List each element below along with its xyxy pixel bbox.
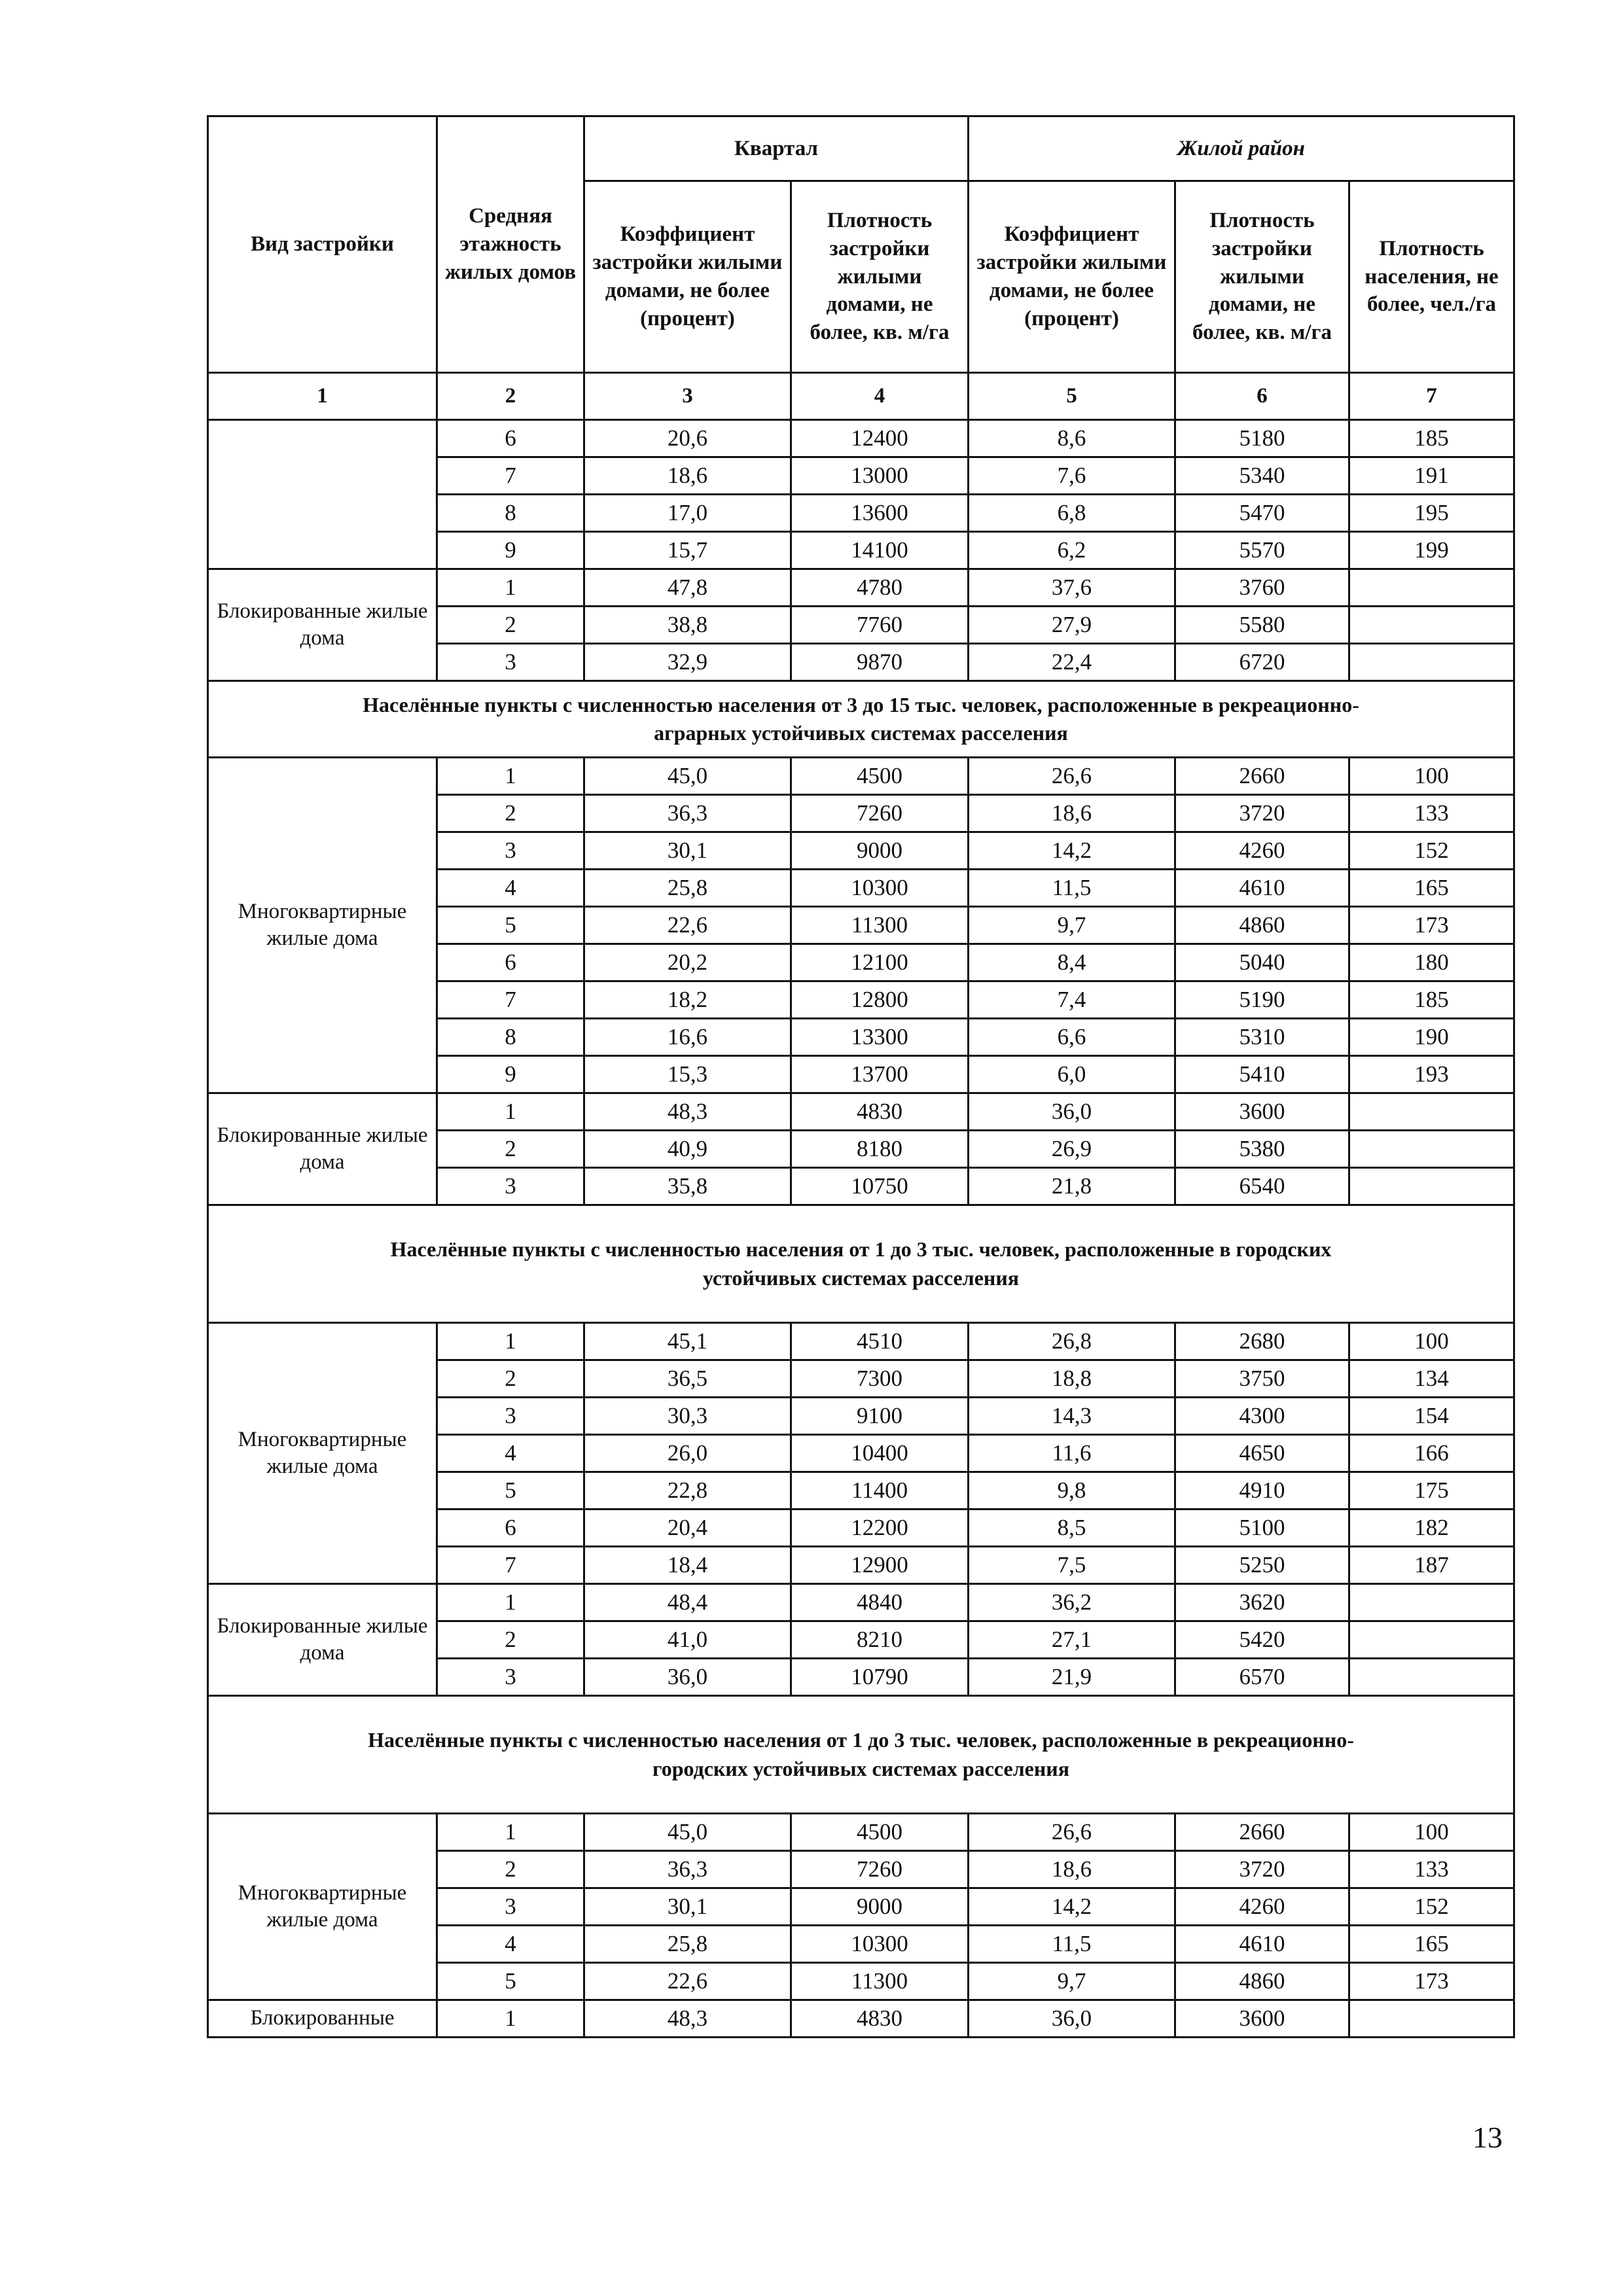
quarter-coefficient-cell: 36,5 — [584, 1360, 791, 1398]
building-type-cell: Блокированные жилые дома — [208, 1584, 437, 1696]
district-density-cell: 3620 — [1175, 1584, 1349, 1621]
quarter-density-cell: 12100 — [791, 944, 969, 981]
floors-cell: 8 — [437, 495, 584, 532]
population-density-cell: 195 — [1349, 495, 1514, 532]
district-density-cell: 5420 — [1175, 1621, 1349, 1659]
quarter-density-cell: 11400 — [791, 1472, 969, 1510]
district-density-cell: 5100 — [1175, 1510, 1349, 1547]
district-density-cell: 6720 — [1175, 644, 1349, 681]
quarter-coefficient-cell: 18,2 — [584, 981, 791, 1019]
quarter-coefficient-cell: 30,1 — [584, 1888, 791, 1926]
floors-cell: 5 — [437, 1963, 584, 2000]
page-number: 13 — [1472, 2121, 1503, 2154]
district-density-cell: 4610 — [1175, 870, 1349, 907]
floors-cell: 1 — [437, 1814, 584, 1851]
floors-cell: 5 — [437, 907, 584, 944]
district-density-cell: 5250 — [1175, 1547, 1349, 1584]
district-coefficient-cell: 22,4 — [969, 644, 1175, 681]
quarter-density-cell: 9100 — [791, 1398, 969, 1435]
table-row — [208, 1584, 1514, 1621]
quarter-coefficient-cell: 22,6 — [584, 907, 791, 944]
district-density-cell: 3720 — [1175, 1851, 1349, 1888]
building-type-cell: Блокированные — [208, 2000, 437, 2038]
district-coefficient-cell: 6,8 — [969, 495, 1175, 532]
floors-cell: 9 — [437, 532, 584, 569]
population-density-cell: 173 — [1349, 907, 1514, 944]
quarter-density-cell: 13300 — [791, 1019, 969, 1056]
column-number: 6 — [1175, 373, 1349, 420]
section-title-row — [208, 1205, 1514, 1323]
column-number: 2 — [437, 373, 584, 420]
quarter-density-cell: 12800 — [791, 981, 969, 1019]
district-coefficient-cell: 14,2 — [969, 1888, 1175, 1926]
floors-cell: 7 — [437, 981, 584, 1019]
quarter-density-cell: 13000 — [791, 457, 969, 495]
quarter-coefficient-cell: 48,3 — [584, 1093, 791, 1131]
building-type-cell: Многоквартирные жилые дома — [208, 1814, 437, 2000]
quarter-coefficient-cell: 30,3 — [584, 1398, 791, 1435]
section-title: Населённые пункты с численностью населения от 1 до 3 тыс. человек, расположенные в рекреационно-городских устойчивых системах расселения — [208, 1696, 1514, 1814]
district-coefficient-cell: 7,6 — [969, 457, 1175, 495]
population-density-cell: 152 — [1349, 1888, 1514, 1926]
header-district-density: Плотность застройки жилыми домами, не более, кв. м/га — [1175, 181, 1349, 373]
district-coefficient-cell: 6,6 — [969, 1019, 1175, 1056]
district-coefficient-cell: 18,8 — [969, 1360, 1175, 1398]
district-coefficient-cell: 9,8 — [969, 1472, 1175, 1510]
population-density-cell — [1349, 569, 1514, 607]
floors-cell: 3 — [437, 832, 584, 870]
quarter-coefficient-cell: 15,7 — [584, 532, 791, 569]
district-coefficient-cell: 21,9 — [969, 1659, 1175, 1696]
table-row — [208, 1814, 1514, 1851]
quarter-density-cell: 4500 — [791, 1814, 969, 1851]
district-density-cell: 4860 — [1175, 907, 1349, 944]
floors-cell: 7 — [437, 457, 584, 495]
district-density-cell: 5570 — [1175, 532, 1349, 569]
quarter-coefficient-cell: 48,3 — [584, 2000, 791, 2038]
district-density-cell: 3720 — [1175, 795, 1349, 832]
population-density-cell: 133 — [1349, 795, 1514, 832]
section-title: Населённые пункты с численностью населения от 1 до 3 тыс. человек, расположенные в городских устойчивых системах расселения — [208, 1205, 1514, 1323]
floors-cell: 3 — [437, 1659, 584, 1696]
quarter-density-cell: 7260 — [791, 1851, 969, 1888]
header-district-coefficient: Коэффициент застройки жилыми домами, не более (процент) — [969, 181, 1175, 373]
quarter-density-cell: 4500 — [791, 758, 969, 795]
district-coefficient-cell: 6,0 — [969, 1056, 1175, 1093]
district-density-cell: 5310 — [1175, 1019, 1349, 1056]
floors-cell: 1 — [437, 1584, 584, 1621]
population-density-cell: 100 — [1349, 1323, 1514, 1360]
district-coefficient-cell: 7,5 — [969, 1547, 1175, 1584]
quarter-density-cell: 8180 — [791, 1131, 969, 1168]
district-coefficient-cell: 8,5 — [969, 1510, 1175, 1547]
district-density-cell: 5380 — [1175, 1131, 1349, 1168]
floors-cell: 1 — [437, 569, 584, 607]
quarter-coefficient-cell: 17,0 — [584, 495, 791, 532]
population-density-cell: 152 — [1349, 832, 1514, 870]
population-density-cell: 175 — [1349, 1472, 1514, 1510]
quarter-coefficient-cell: 36,0 — [584, 1659, 791, 1696]
population-density-cell: 165 — [1349, 1926, 1514, 1963]
floors-cell: 6 — [437, 420, 584, 457]
district-density-cell: 3600 — [1175, 1093, 1349, 1131]
quarter-coefficient-cell: 15,3 — [584, 1056, 791, 1093]
district-density-cell: 5410 — [1175, 1056, 1349, 1093]
district-density-cell: 4260 — [1175, 832, 1349, 870]
district-density-cell: 5470 — [1175, 495, 1349, 532]
district-density-cell: 2660 — [1175, 758, 1349, 795]
population-density-cell — [1349, 1168, 1514, 1205]
floors-cell: 2 — [437, 1131, 584, 1168]
district-density-cell: 5180 — [1175, 420, 1349, 457]
population-density-cell: 180 — [1349, 944, 1514, 981]
header-quarter-coefficient: Коэффициент застройки жилыми домами, не более (процент) — [584, 181, 791, 373]
quarter-density-cell: 10400 — [791, 1435, 969, 1472]
section-title-row — [208, 1696, 1514, 1814]
quarter-density-cell: 12200 — [791, 1510, 969, 1547]
quarter-coefficient-cell: 45,1 — [584, 1323, 791, 1360]
quarter-density-cell: 4840 — [791, 1584, 969, 1621]
district-density-cell: 3760 — [1175, 569, 1349, 607]
floors-cell: 4 — [437, 870, 584, 907]
population-density-cell: 190 — [1349, 1019, 1514, 1056]
population-density-cell — [1349, 644, 1514, 681]
quarter-coefficient-cell: 22,8 — [584, 1472, 791, 1510]
district-coefficient-cell: 6,2 — [969, 532, 1175, 569]
floors-cell: 3 — [437, 644, 584, 681]
quarter-coefficient-cell: 16,6 — [584, 1019, 791, 1056]
district-density-cell: 4300 — [1175, 1398, 1349, 1435]
table-row — [208, 1093, 1514, 1131]
population-density-cell: 133 — [1349, 1851, 1514, 1888]
building-type-cell: Блокированные жилые дома — [208, 569, 437, 681]
building-density-table — [207, 115, 1515, 2038]
floors-cell: 3 — [437, 1888, 584, 1926]
population-density-cell: 193 — [1349, 1056, 1514, 1093]
column-number: 7 — [1349, 373, 1514, 420]
quarter-coefficient-cell: 48,4 — [584, 1584, 791, 1621]
quarter-density-cell: 13600 — [791, 495, 969, 532]
column-number: 1 — [208, 373, 437, 420]
district-density-cell: 5190 — [1175, 981, 1349, 1019]
quarter-density-cell: 12900 — [791, 1547, 969, 1584]
table-row — [208, 1323, 1514, 1360]
header-quarter-density: Плотность застройки жилыми домами, не более, кв. м/га — [791, 181, 969, 373]
floors-cell: 1 — [437, 758, 584, 795]
header-avg-floors: Средняя этажность жилых домов — [437, 116, 584, 373]
quarter-density-cell: 10790 — [791, 1659, 969, 1696]
quarter-coefficient-cell: 20,2 — [584, 944, 791, 981]
district-coefficient-cell: 21,8 — [969, 1168, 1175, 1205]
column-numbers-row — [208, 373, 1514, 420]
quarter-density-cell: 4510 — [791, 1323, 969, 1360]
district-density-cell: 5580 — [1175, 607, 1349, 644]
district-density-cell: 3750 — [1175, 1360, 1349, 1398]
building-type-cell: Блокированные жилые дома — [208, 1093, 437, 1205]
floors-cell: 7 — [437, 1547, 584, 1584]
district-density-cell: 6540 — [1175, 1168, 1349, 1205]
district-coefficient-cell: 26,6 — [969, 758, 1175, 795]
floors-cell: 2 — [437, 1360, 584, 1398]
quarter-density-cell: 10750 — [791, 1168, 969, 1205]
population-density-cell: 173 — [1349, 1963, 1514, 2000]
quarter-coefficient-cell: 45,0 — [584, 758, 791, 795]
district-coefficient-cell: 26,8 — [969, 1323, 1175, 1360]
quarter-density-cell: 14100 — [791, 532, 969, 569]
district-density-cell: 5340 — [1175, 457, 1349, 495]
district-coefficient-cell: 37,6 — [969, 569, 1175, 607]
quarter-density-cell: 4830 — [791, 2000, 969, 2038]
floors-cell: 2 — [437, 1851, 584, 1888]
quarter-density-cell: 9870 — [791, 644, 969, 681]
population-density-cell: 100 — [1349, 758, 1514, 795]
population-density-cell: 185 — [1349, 981, 1514, 1019]
quarter-coefficient-cell: 47,8 — [584, 569, 791, 607]
population-density-cell: 166 — [1349, 1435, 1514, 1472]
quarter-coefficient-cell: 36,3 — [584, 1851, 791, 1888]
floors-cell: 1 — [437, 1093, 584, 1131]
quarter-coefficient-cell: 22,6 — [584, 1963, 791, 2000]
floors-cell: 8 — [437, 1019, 584, 1056]
quarter-coefficient-cell: 40,9 — [584, 1131, 791, 1168]
population-density-cell — [1349, 1093, 1514, 1131]
district-density-cell: 4260 — [1175, 1888, 1349, 1926]
quarter-density-cell: 10300 — [791, 870, 969, 907]
floors-cell: 2 — [437, 607, 584, 644]
district-density-cell: 4860 — [1175, 1963, 1349, 2000]
section-title: Населённые пункты с численностью населения от 3 до 15 тыс. человек, расположенные в рекреационно-аграрных устойчивых системах расселения — [208, 681, 1514, 758]
district-coefficient-cell: 7,4 — [969, 981, 1175, 1019]
district-coefficient-cell: 11,5 — [969, 870, 1175, 907]
district-coefficient-cell: 11,5 — [969, 1926, 1175, 1963]
floors-cell: 1 — [437, 2000, 584, 2038]
section-title-row — [208, 681, 1514, 758]
district-density-cell: 2660 — [1175, 1814, 1349, 1851]
building-type-cell — [208, 420, 437, 569]
table-row — [208, 2000, 1514, 2038]
floors-cell: 9 — [437, 1056, 584, 1093]
column-number: 3 — [584, 373, 791, 420]
district-density-cell: 3600 — [1175, 2000, 1349, 2038]
quarter-density-cell: 7260 — [791, 795, 969, 832]
population-density-cell — [1349, 1131, 1514, 1168]
floors-cell: 2 — [437, 1621, 584, 1659]
district-coefficient-cell: 8,4 — [969, 944, 1175, 981]
district-coefficient-cell: 9,7 — [969, 907, 1175, 944]
quarter-density-cell: 4830 — [791, 1093, 969, 1131]
district-coefficient-cell: 26,9 — [969, 1131, 1175, 1168]
quarter-density-cell: 13700 — [791, 1056, 969, 1093]
district-coefficient-cell: 14,3 — [969, 1398, 1175, 1435]
quarter-coefficient-cell: 20,6 — [584, 420, 791, 457]
header-building-type: Вид застройки — [208, 116, 437, 373]
population-density-cell: 185 — [1349, 420, 1514, 457]
population-density-cell: 100 — [1349, 1814, 1514, 1851]
district-coefficient-cell: 14,2 — [969, 832, 1175, 870]
quarter-coefficient-cell: 32,9 — [584, 644, 791, 681]
population-density-cell: 191 — [1349, 457, 1514, 495]
population-density-cell — [1349, 1621, 1514, 1659]
table-row — [208, 420, 1514, 457]
population-density-cell — [1349, 607, 1514, 644]
population-density-cell — [1349, 2000, 1514, 2038]
column-number: 5 — [969, 373, 1175, 420]
quarter-density-cell: 12400 — [791, 420, 969, 457]
quarter-density-cell: 7300 — [791, 1360, 969, 1398]
population-density-cell: 165 — [1349, 870, 1514, 907]
quarter-coefficient-cell: 45,0 — [584, 1814, 791, 1851]
district-coefficient-cell: 11,6 — [969, 1435, 1175, 1472]
quarter-coefficient-cell: 25,8 — [584, 870, 791, 907]
district-density-cell: 4650 — [1175, 1435, 1349, 1472]
floors-cell: 3 — [437, 1168, 584, 1205]
district-density-cell: 4910 — [1175, 1472, 1349, 1510]
population-density-cell — [1349, 1659, 1514, 1696]
quarter-coefficient-cell: 30,1 — [584, 832, 791, 870]
floors-cell: 1 — [437, 1323, 584, 1360]
population-density-cell: 154 — [1349, 1398, 1514, 1435]
district-coefficient-cell: 36,2 — [969, 1584, 1175, 1621]
district-coefficient-cell: 36,0 — [969, 2000, 1175, 2038]
population-density-cell — [1349, 1584, 1514, 1621]
district-coefficient-cell: 9,7 — [969, 1963, 1175, 2000]
quarter-density-cell: 11300 — [791, 907, 969, 944]
quarter-density-cell: 9000 — [791, 832, 969, 870]
district-coefficient-cell: 26,6 — [969, 1814, 1175, 1851]
quarter-coefficient-cell: 41,0 — [584, 1621, 791, 1659]
quarter-coefficient-cell: 25,8 — [584, 1926, 791, 1963]
quarter-density-cell: 9000 — [791, 1888, 969, 1926]
district-coefficient-cell: 27,9 — [969, 607, 1175, 644]
quarter-coefficient-cell: 26,0 — [584, 1435, 791, 1472]
district-density-cell: 2680 — [1175, 1323, 1349, 1360]
quarter-coefficient-cell: 18,6 — [584, 457, 791, 495]
district-coefficient-cell: 36,0 — [969, 1093, 1175, 1131]
population-density-cell: 187 — [1349, 1547, 1514, 1584]
quarter-coefficient-cell: 38,8 — [584, 607, 791, 644]
floors-cell: 2 — [437, 795, 584, 832]
quarter-coefficient-cell: 18,4 — [584, 1547, 791, 1584]
column-number: 4 — [791, 373, 969, 420]
quarter-density-cell: 8210 — [791, 1621, 969, 1659]
quarter-coefficient-cell: 20,4 — [584, 1510, 791, 1547]
quarter-density-cell: 4780 — [791, 569, 969, 607]
district-density-cell: 4610 — [1175, 1926, 1349, 1963]
table-row — [208, 758, 1514, 795]
quarter-coefficient-cell: 35,8 — [584, 1168, 791, 1205]
quarter-coefficient-cell: 36,3 — [584, 795, 791, 832]
table-row — [208, 569, 1514, 607]
floors-cell: 4 — [437, 1926, 584, 1963]
floors-cell: 3 — [437, 1398, 584, 1435]
quarter-density-cell: 11300 — [791, 1963, 969, 2000]
district-coefficient-cell: 18,6 — [969, 1851, 1175, 1888]
district-density-cell: 5040 — [1175, 944, 1349, 981]
building-type-cell: Многоквартирные жилые дома — [208, 1323, 437, 1584]
floors-cell: 4 — [437, 1435, 584, 1472]
header-residential-district: Жилой район — [969, 116, 1514, 181]
floors-cell: 5 — [437, 1472, 584, 1510]
header-row-1 — [208, 116, 1514, 181]
population-density-cell: 199 — [1349, 532, 1514, 569]
district-coefficient-cell: 8,6 — [969, 420, 1175, 457]
header-quarter: Квартал — [584, 116, 969, 181]
floors-cell: 6 — [437, 1510, 584, 1547]
district-coefficient-cell: 18,6 — [969, 795, 1175, 832]
quarter-density-cell: 10300 — [791, 1926, 969, 1963]
quarter-density-cell: 7760 — [791, 607, 969, 644]
district-coefficient-cell: 27,1 — [969, 1621, 1175, 1659]
building-type-cell: Многоквартирные жилые дома — [208, 758, 437, 1093]
population-density-cell: 182 — [1349, 1510, 1514, 1547]
floors-cell: 6 — [437, 944, 584, 981]
header-population-density: Плотность населения, не более, чел./га — [1349, 181, 1514, 373]
population-density-cell: 134 — [1349, 1360, 1514, 1398]
district-density-cell: 6570 — [1175, 1659, 1349, 1696]
